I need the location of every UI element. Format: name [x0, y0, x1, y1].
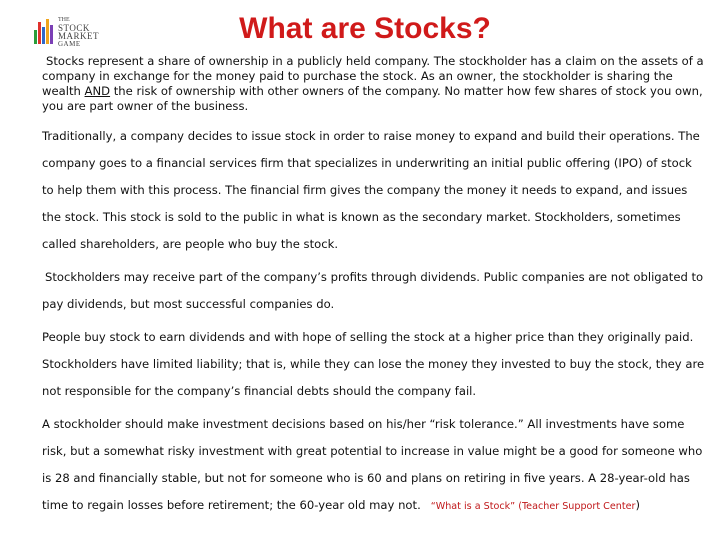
slide-body: [42, 54, 706, 526]
paragraph-text: the risk of ownership with other owners of the company. No matter how few shares of stock you own, you are part owner of the business.: [42, 84, 703, 113]
paragraph-limited-liability: People buy stock to earn dividends and with hope of selling the stock at a higher price than they originally paid. Stockholders have limited liability; that is, while they can lose the money they invested to buy the stock, they are not responsible for the company’s financial debts should the company fail.: [42, 330, 705, 398]
paragraph-dividends: Stockholders may receive part of the company’s profits through dividends. Public companies are not obligated to pay dividends, but most successful companies do.: [42, 270, 704, 311]
paragraph-text: Stocks represent a share of ownership in a publicly held company. The stockholder has a claim on the assets of a company in exchange for the money paid to purchase the stock. As an owner, the stockholder is sharing the wealth: [42, 54, 704, 98]
paragraph-risk-tolerance: [42, 411, 706, 520]
underlined-word: AND: [84, 84, 111, 98]
logo-text-line: STOCK: [58, 23, 90, 33]
logo-text-line: THE: [58, 17, 70, 23]
paragraph-text: A stockholder should make investment decisions based on his/her “risk tolerance.” All investments have some risk, but a somewhat risky investment with great potential to increase in value might be a good for someone who is 28 and financially stable, but not for someone who is 60 and plans on retiring in five years. A 28-year-old has time to regain losses before retirement; the 60-year old may not.: [42, 417, 703, 512]
paragraph-issuing-stock: Traditionally, a company decides to issue stock in order to raise money to expand and build their operations. The company goes to a financial services firm that specializes in underwriting an initial public offering (IPO) of stock to help them with this process. The financial firm gives the company the money it needs to expand, and issues the stock. This stock is sold to the public in what is known as the secondary market. Stockholders, sometimes called shareholders, are people who buy the stock.: [42, 129, 700, 251]
logo-text-line: MARKET: [58, 31, 99, 41]
logo-text-line: GAME: [58, 40, 81, 48]
citation-close: ): [635, 498, 641, 512]
citation: “What is a Stock” (Teacher Support Center: [430, 501, 636, 512]
page-title: What are Stocks?: [239, 12, 491, 45]
paragraph-ownership: [42, 54, 706, 114]
